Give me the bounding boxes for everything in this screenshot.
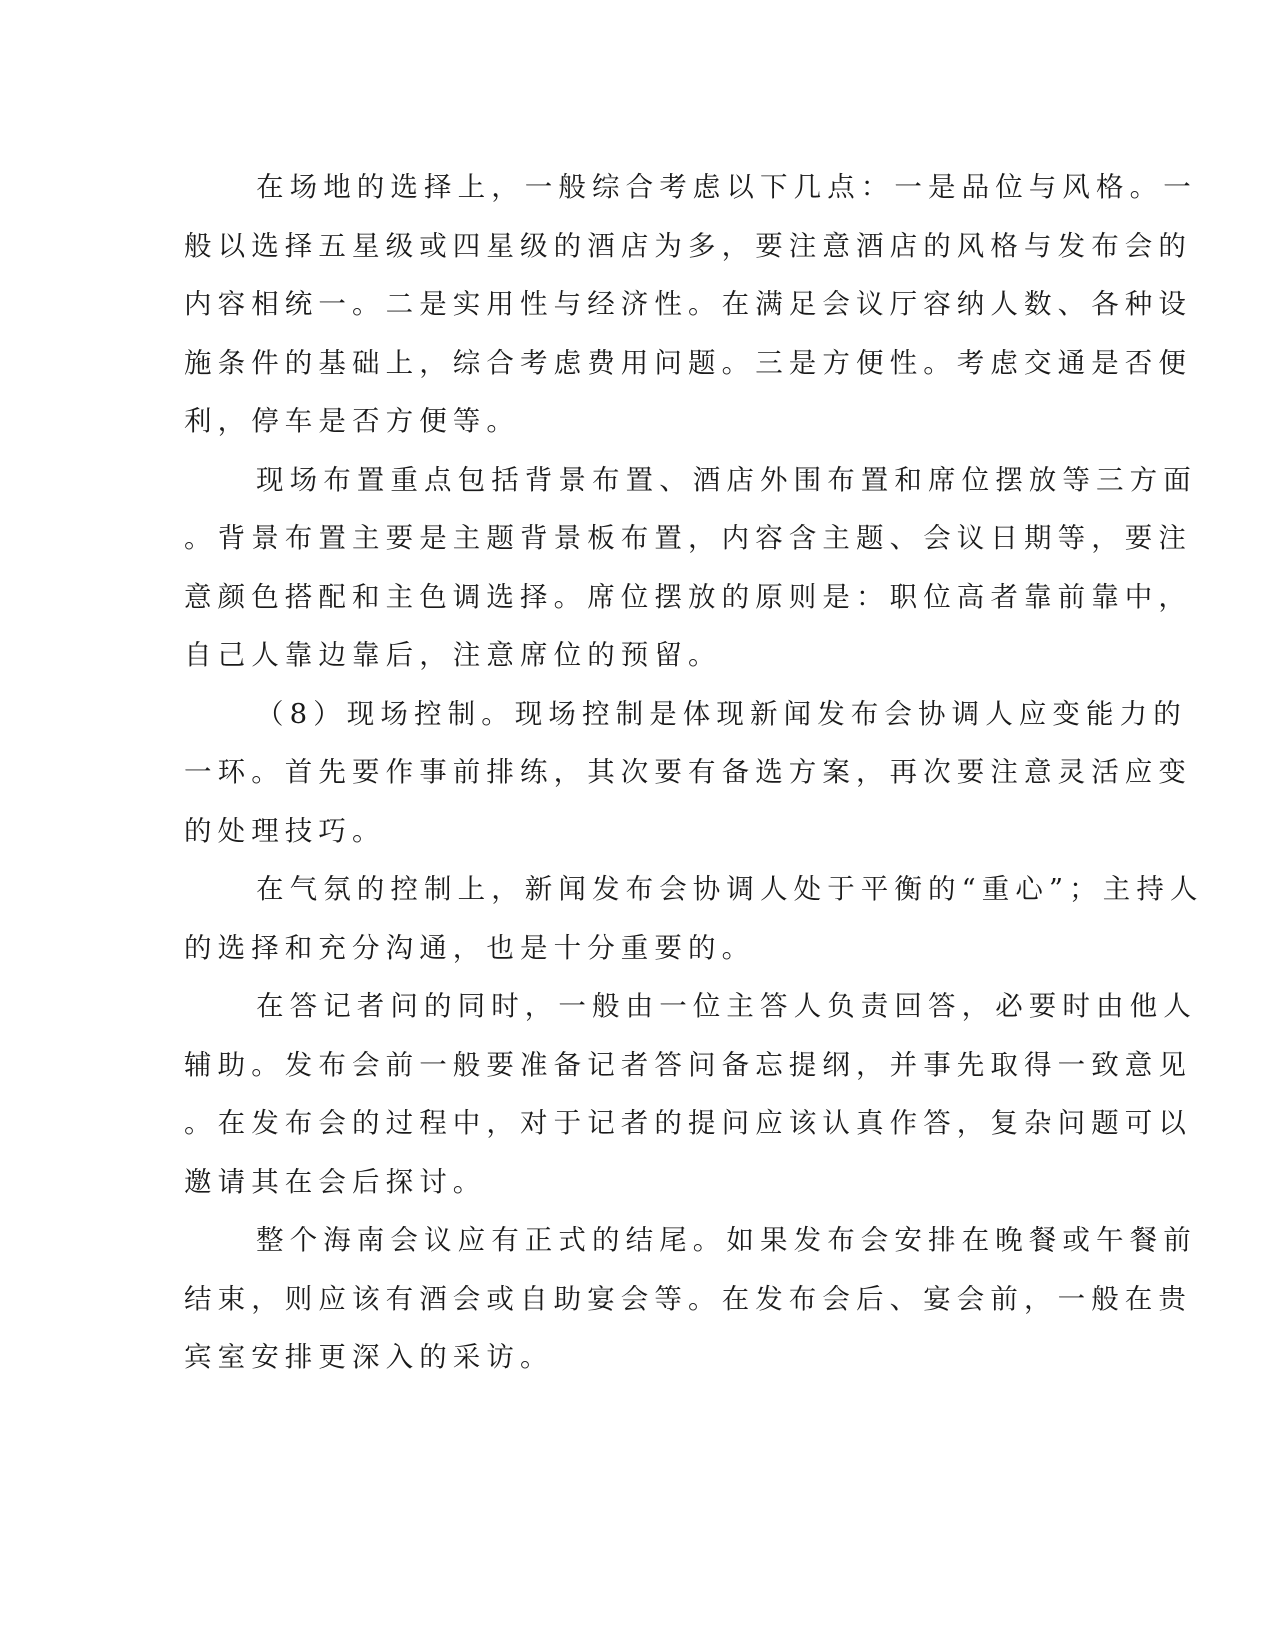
text-line: 。在发布会的过程中，对于记者的提问应该认真作答，复杂问题可以 (184, 1107, 1192, 1139)
text-line: 邀请其在会后探讨。 (184, 1165, 487, 1198)
paragraph-venue-layout (184, 451, 1197, 685)
document-body (184, 158, 1204, 1387)
text-line: 的处理技巧。 (184, 814, 386, 847)
text-line: 结束，则应该有酒会或自助宴会等。在发布会后、宴会前，一般在贵 (184, 1282, 1192, 1315)
text-line: 在答记者问的同时，一般由一位主答人负责回答，必要时由他人 (256, 990, 1197, 1022)
text-line: 施条件的基础上，综合考虑费用问题。三是方便性。考虑交通是否便 (184, 346, 1192, 379)
text-line: 般以选择五星级或四星级的酒店为多，要注意酒店的风格与发布会的 (184, 229, 1192, 262)
text-line: 。背景布置主要是主题背景板布置，内容含主题、会议日期等，要注 (184, 522, 1192, 554)
paragraph-venue-selection (184, 158, 1197, 451)
text-line: 意颜色搭配和主色调选择。席位摆放的原则是：职位高者靠前靠中， (184, 580, 1192, 613)
text-line: （8）现场控制。现场控制是体现新闻发布会协调人应变能力的 (256, 697, 1187, 730)
text-line: 整个海南会议应有正式的结尾。如果发布会安排在晚餐或午餐前 (256, 1224, 1197, 1256)
text-line: 的选择和充分沟通，也是十分重要的。 (184, 931, 756, 964)
paragraph-atmosphere-control (184, 860, 1204, 977)
text-line: 自己人靠边靠后，注意席位的预留。 (184, 639, 722, 671)
text-line: 在气氛的控制上，新闻发布会协调人处于平衡的“重心”；主持人 (256, 873, 1204, 905)
text-line: 在场地的选择上，一般综合考虑以下几点：一是品位与风格。一 (256, 171, 1197, 203)
paragraph-press-qa (184, 977, 1197, 1211)
text-line: 利，停车是否方便等。 (184, 405, 520, 437)
text-line: 宾室安排更深入的采访。 (184, 1341, 554, 1373)
text-line: 现场布置重点包括背景布置、酒店外围布置和席位摆放等三方面 (256, 463, 1197, 496)
text-line: 内容相统一。二是实用性与经济性。在满足会议厅容纳人数、各种设 (184, 288, 1192, 320)
text-line: 辅助。发布会前一般要准备记者答问备忘提纲，并事先取得一致意见 (184, 1048, 1192, 1081)
text-line: 一环。首先要作事前排练，其次要有备选方案，再次要注意灵活应变 (184, 756, 1192, 788)
paragraph-onsite-control (184, 685, 1192, 861)
paragraph-closing (184, 1211, 1197, 1387)
